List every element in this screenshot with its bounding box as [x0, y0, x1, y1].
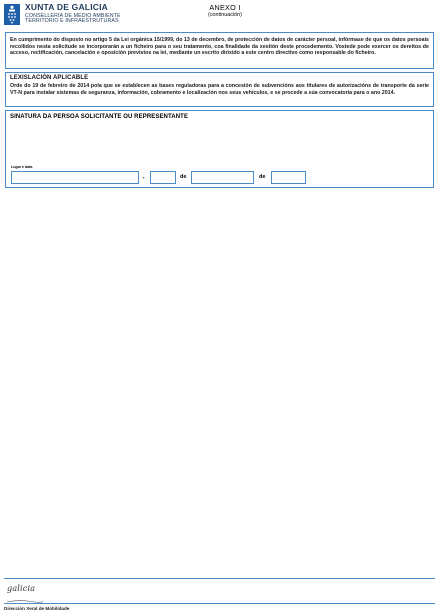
organization-header	[25, 3, 121, 25]
place-date-label: Lugar e data	[11, 165, 33, 169]
comma-separator: ,	[143, 174, 145, 180]
annex-title: ANEXO I	[209, 3, 241, 12]
annex-subtitle: (continuación)	[208, 12, 242, 18]
de-separator-1: de	[180, 174, 187, 180]
dept-line-2: TERRITORIO E INFRAESTRUTURAS	[25, 18, 119, 25]
signature-title: SINATURA DA PERSOA SOLICITANTE OU REPRESENTANTE	[10, 114, 189, 120]
org-name: XUNTA DE GALICIA	[25, 2, 109, 12]
place-input[interactable]	[11, 171, 139, 184]
de-separator-2: de	[259, 174, 266, 180]
legislation-title: LEXISLACIÓN APLICABLE	[10, 75, 89, 81]
footer-divider-bottom	[4, 603, 435, 604]
galicia-coat-of-arms-icon	[4, 4, 20, 25]
dept-line-1: CONSELLERÍA DE MEDIO AMBIENTE	[25, 12, 121, 19]
year-input[interactable]	[271, 171, 306, 184]
galicia-footer-logo: galicia	[7, 584, 36, 593]
privacy-notice-text: En cumprimento do disposto no artigo 5 da Lei orgánica 15/1999, do 13 de decembro, de protección de datos de carácter persoal, infórmase de que os datos persoais recollidos nesta solicitude se incorporarán a un ficheiro para o seu tratamento, coa finalidade da xestión deste procedemento. Vostede pode exercer os dereitos de acceso, rectificación, cancelación e oposición previstos na lei, mediante un escrito dirixido a este centro directivo como responsable do ficheiro.	[10, 37, 429, 57]
day-input[interactable]	[150, 171, 176, 184]
signature-box	[5, 110, 434, 188]
privacy-notice-box	[5, 32, 434, 69]
month-input[interactable]	[191, 171, 254, 184]
legislation-text: Orde do 19 de febreiro de 2014 pola que se establecen as bases reguladoras para a concesión de subvencións aos titulares de autorizacións de transporte da serie VT-N para instalar sistemas de seguranza, información, cobramento e localización nos seus vehículos, e se procede a súa convocatoria para o ano 2014.	[10, 83, 429, 96]
footer-divider-top	[4, 578, 435, 579]
legislation-box	[5, 72, 434, 107]
footer-department: Dirección Xeral de Mobilidade	[4, 606, 70, 611]
